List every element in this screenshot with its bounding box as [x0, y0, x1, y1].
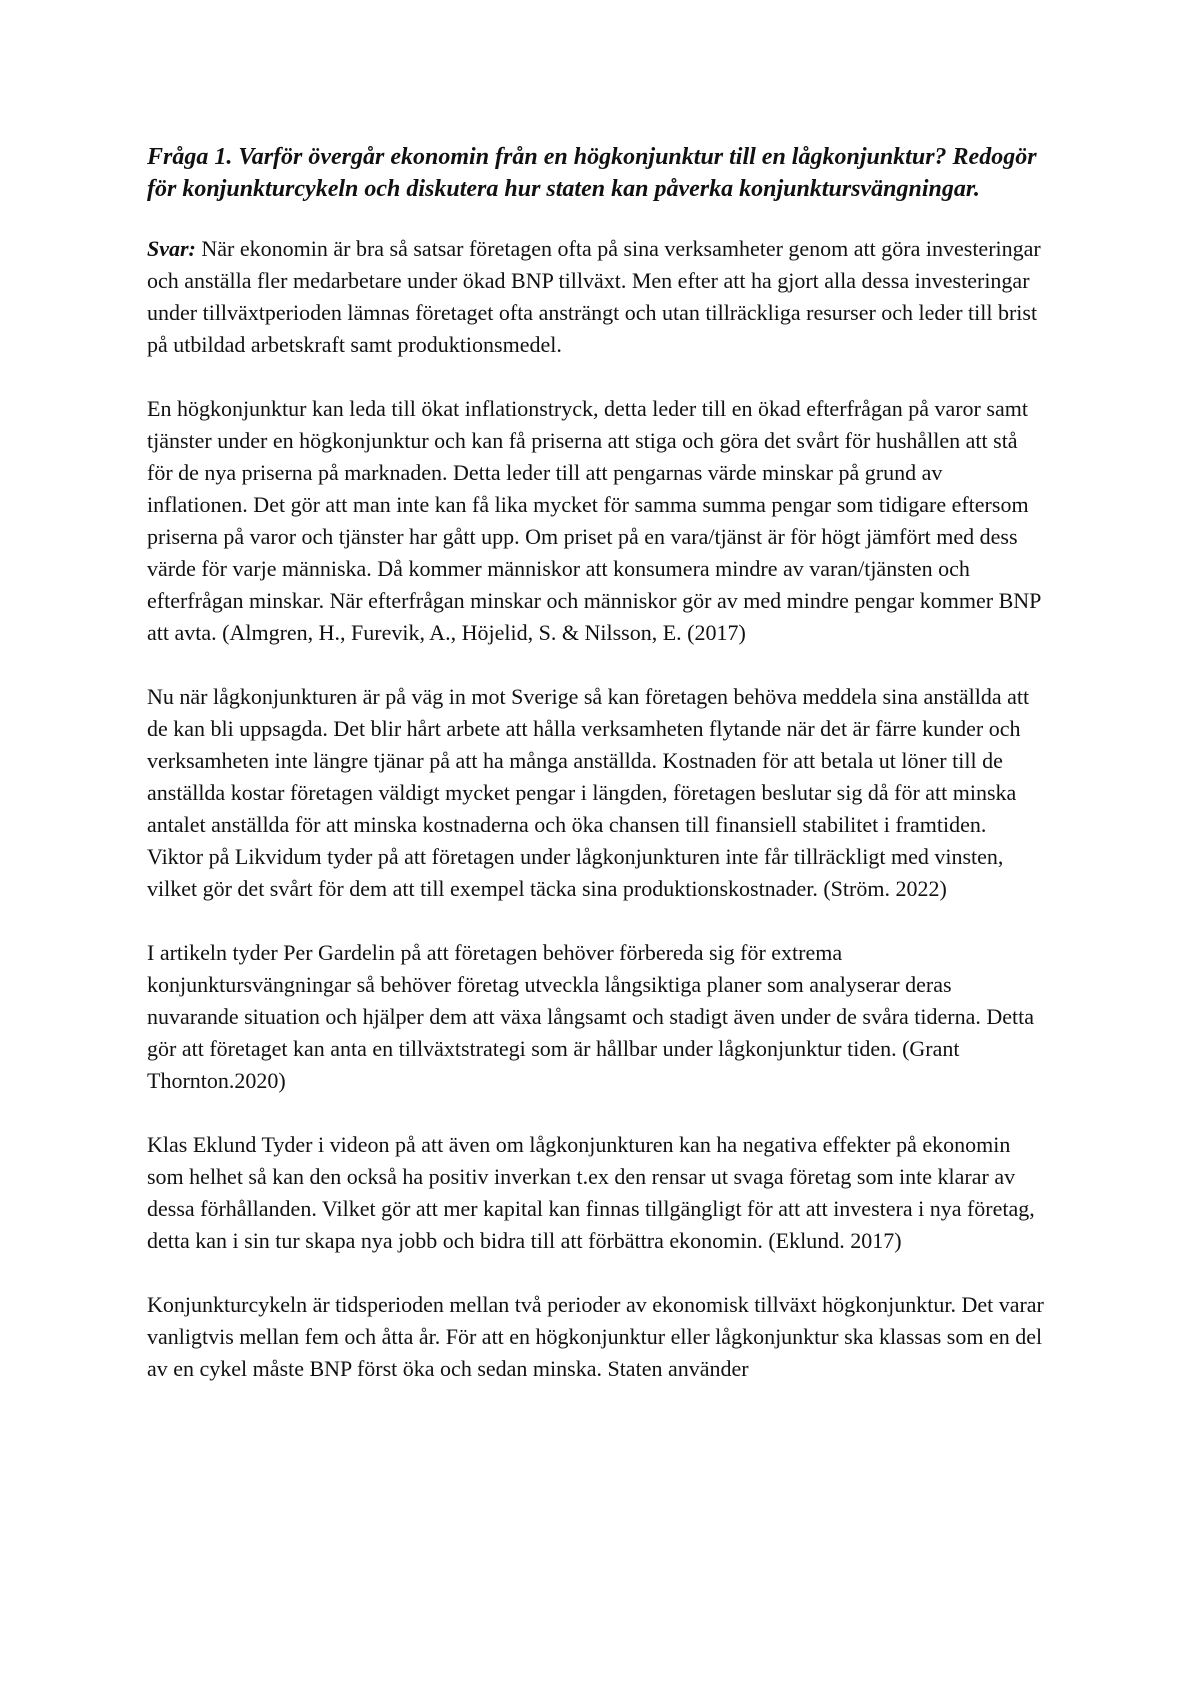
- paragraph-business-cycle: Konjunkturcykeln är tidsperioden mellan två perioder av ekonomisk tillväxt högkonjunktur. Det varar vanligtvis mellan fem och åtta år. För att en högkonjunktur eller lågkonjunktur ska klassas som en del av en cykel måste BNP först öka och sedan minska. Staten använder: [147, 1292, 1044, 1381]
- paragraph-eklund: Klas Eklund Tyder i videon på att även om lågkonjunkturen kan ha negativa effekter på ekonomin som helhet så kan den också ha positiv inverkan t.ex den rensar ut svaga företag som inte klarar av dessa förhållanden. Vilket gör att mer kapital kan finnas tillgängligt för att att investera i nya företag, detta kan i sin tur skapa nya jobb och bidra till att förbättra ekonomin. (Eklund. 2017): [147, 1132, 1035, 1253]
- answer-intro-text: När ekonomin är bra så satsar företagen ofta på sina verksamheter genom att göra investeringar och anställa fler medarbetare under ökad BNP tillväxt. Men efter att ha gjort alla dessa investeringar under tillväxtperioden lämnas företaget ofta ansträngt och utan tillräckliga resurser och leder till brist på utbildad arbetskraft samt produktionsmedel.: [147, 236, 1041, 357]
- document-page: [147, 141, 1047, 1417]
- answer-label: Svar:: [147, 236, 196, 261]
- paragraph-inflation: En högkonjunktur kan leda till ökat inflationstryck, detta leder till en ökad efterfrågan på varor samt tjänster under en högkonjunktur och kan få priserna att stiga och göra det svårt för hushållen att stå för de nya priserna på marknaden. Detta leder till att pengarnas värde minskar på grund av inflationen. Det gör att man inte kan få lika mycket för samma summa pengar som tidigare eftersom priserna på varor och tjänster har gått upp. Om priset på en vara/tjänst är för högt jämfört med dess värde för varje människa. Då kommer människor att konsumera mindre av varan/tjänsten och efterfrågan minskar. När efterfrågan minskar och människor gör av med mindre pengar kommer BNP att avta. (Almgren, H., Furevik, A., Höjelid, S. & Nilsson, E. (2017): [147, 396, 1041, 645]
- answer-paragraph: [147, 233, 1047, 361]
- question-heading: Fråga 1. Varför övergår ekonomin från en högkonjunktur till en lågkonjunktur? Redogör för konjunkturcykeln och diskutera hur staten kan påverka konjunktursvängningar.: [147, 144, 1037, 202]
- paragraph-layoffs: Nu när lågkonjunkturen är på väg in mot Sverige så kan företagen behöva meddela sina anställda att de kan bli uppsagda. Det blir hårt arbete att hålla verksamheten flytande när det är färre kunder och verksamheten inte längre tjänar på att ha många anställda. Kostnaden för att betala ut löner till de anställda kostar företagen väldigt mycket pengar i längden, företagen beslutar sig då för att minska antalet anställda för att minska kostnaderna och öka chansen till finansiell stabilitet i framtiden. Viktor på Likvidum tyder på att företagen under lågkonjunkturen inte får tillräckligt med vinsten, vilket gör det svårt för dem att till exempel täcka sina produktionskostnader. (Ström. 2022): [147, 684, 1030, 901]
- paragraph-gardelin: I artikeln tyder Per Gardelin på att företagen behöver förbereda sig för extrema konjunktursvängningar så behöver företag utveckla långsiktiga planer som analyserar deras nuvarande situation och hjälper dem att växa långsamt och stadigt även under de svåra tiderna. Detta gör att företaget kan anta en tillväxtstrategi som är hållbar under lågkonjunktur tiden. (Grant Thornton.2020): [147, 940, 1035, 1093]
